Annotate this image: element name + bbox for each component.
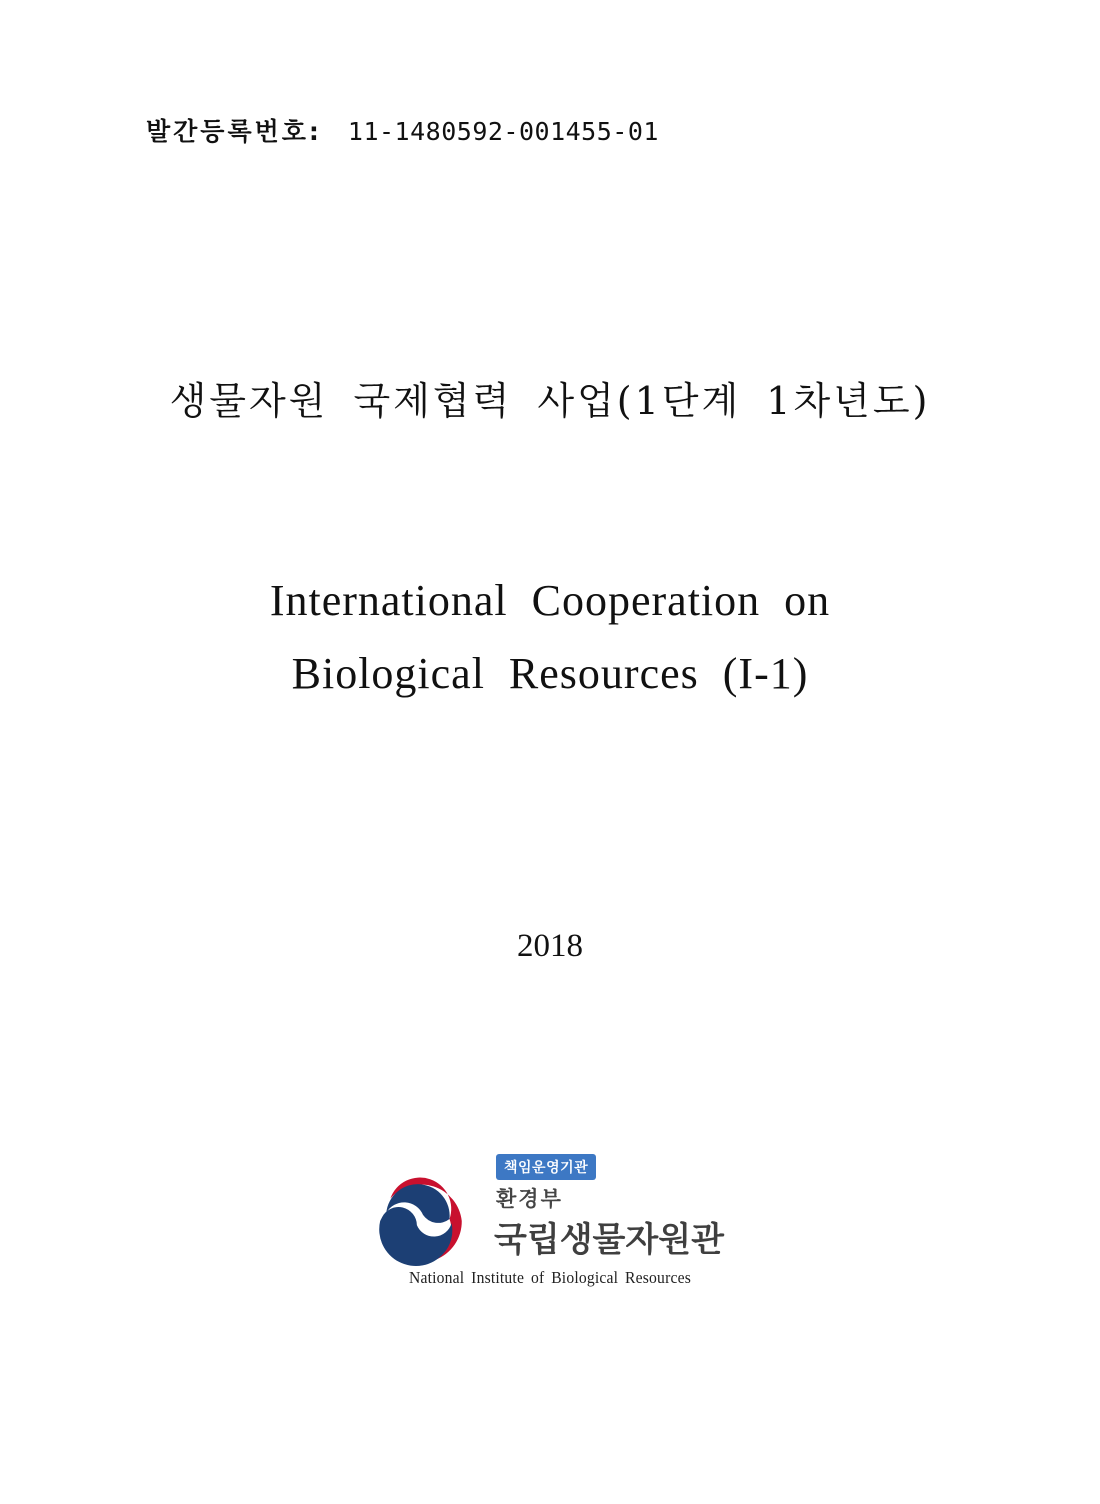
agency-badge: 책임운영기관	[496, 1154, 596, 1180]
registration-number	[146, 112, 659, 148]
registration-value: 11-1480592-001455-01	[347, 117, 659, 146]
english-title-line-1: International Cooperation on	[269, 576, 831, 625]
institute-name-korean: 국립생물자원관	[494, 1220, 724, 1260]
korean-title: 생물자원 국제협력 사업(1단계 1차년도)	[169, 379, 931, 423]
publication-year: 2018	[517, 928, 583, 964]
institute-name-english: National Institute of Biological Resources	[408, 1268, 691, 1287]
english-title-line-2: Biological Resources (I-1)	[291, 649, 809, 698]
registration-label: 발간등록번호:	[146, 117, 322, 146]
ministry-name: 환경부	[496, 1187, 563, 1211]
taegeuk-emblem-icon	[372, 1168, 474, 1270]
